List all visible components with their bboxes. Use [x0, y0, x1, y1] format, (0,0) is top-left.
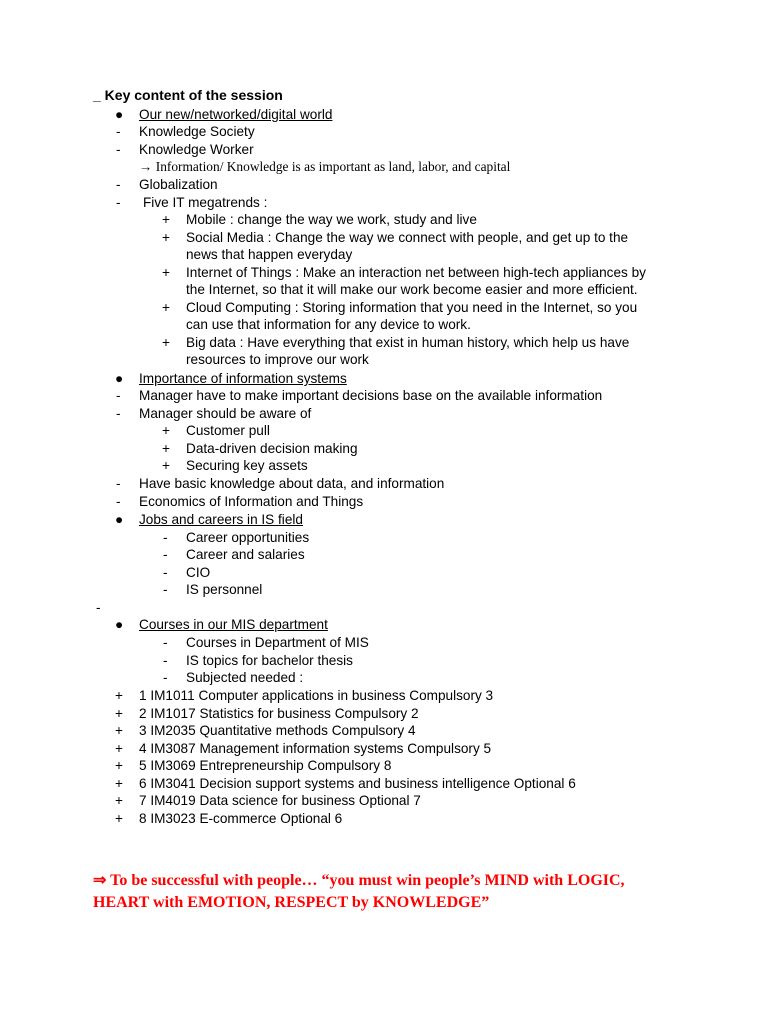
- dash-marker: -: [163, 670, 168, 685]
- dash-marker: -: [116, 388, 121, 403]
- plus-marker: +: [162, 458, 170, 473]
- dash-marker: -: [116, 177, 121, 192]
- course-row: 3 IM2035 Quantitative methods Compulsory 4: [139, 723, 416, 738]
- plus-marker: +: [162, 212, 170, 227]
- career-item: IS personnel: [186, 582, 263, 597]
- plus-marker: +: [115, 758, 123, 773]
- plus-marker: +: [162, 230, 170, 245]
- session-heading: _ Key content of the session: [93, 87, 283, 103]
- dash-marker: -: [116, 124, 121, 139]
- list-item: Manager should be aware of: [139, 406, 312, 421]
- course-row: 8 IM3023 E-commerce Optional 6: [139, 811, 343, 826]
- list-item: Manager have to make important decisions base on the available information: [139, 388, 603, 403]
- section-title-digital-world: Our new/networked/digital world: [139, 107, 333, 122]
- megatrend-item-cont: the Internet, so that it will make our work become easier and more efficient.: [186, 282, 638, 297]
- career-item: CIO: [186, 565, 211, 580]
- course-row: 4 IM3087 Management information systems Compulsory 5: [139, 741, 492, 756]
- plus-marker: +: [162, 423, 170, 438]
- dash-marker: -: [163, 530, 168, 545]
- dash-marker: -: [163, 635, 168, 650]
- megatrend-item: Cloud Computing : Storing information that you need in the Internet, so you: [186, 300, 638, 315]
- bullet-marker: ●: [115, 107, 124, 122]
- megatrend-item-cont: news that happen everyday: [186, 247, 353, 262]
- dash-marker: -: [116, 406, 121, 421]
- megatrend-item: Social Media : Change the way we connect with people, and get up to the: [186, 230, 629, 245]
- section-title-information-systems: Importance of information systems: [139, 371, 347, 386]
- plus-marker: +: [162, 300, 170, 315]
- career-item: Career and salaries: [186, 547, 305, 562]
- dash-marker: -: [116, 195, 121, 210]
- course-row: 1 IM1011 Computer applications in business Compulsory 3: [139, 688, 494, 703]
- megatrend-item: Mobile : change the way we work, study and live: [186, 212, 477, 227]
- dash-marker: -: [116, 142, 121, 157]
- course-info-item: Courses in Department of MIS: [186, 635, 369, 650]
- megatrend-item-cont: resources to improve our work: [186, 352, 369, 367]
- career-item: Career opportunities: [186, 530, 310, 545]
- section-title-jobs-careers: Jobs and careers in IS field: [139, 512, 303, 527]
- course-row: 2 IM1017 Statistics for business Compulsory 2: [139, 706, 419, 721]
- bullet-marker: ●: [115, 371, 124, 386]
- megatrend-item: Internet of Things : Make an interaction net between high-tech appliances by: [186, 265, 646, 280]
- lone-dash: -: [96, 600, 101, 615]
- list-item: Have basic knowledge about data, and information: [139, 476, 445, 491]
- dash-marker: -: [163, 582, 168, 597]
- course-row: 7 IM4019 Data science for business Optional 7: [139, 793, 421, 808]
- course-info-item: Subjected needed :: [186, 670, 304, 685]
- plus-marker: +: [115, 776, 123, 791]
- megatrend-item-cont: can use that information for any device to work.: [186, 317, 471, 332]
- bullet-marker: ●: [115, 617, 124, 632]
- plus-marker: +: [115, 723, 123, 738]
- aware-item: Data-driven decision making: [186, 441, 358, 456]
- course-info-item: IS topics for bachelor thesis: [186, 653, 353, 668]
- bullet-marker: ●: [115, 512, 124, 527]
- list-item: Five IT megatrends :: [143, 195, 268, 210]
- list-item: Knowledge Society: [139, 124, 255, 139]
- plus-marker: +: [162, 265, 170, 280]
- megatrend-item: Big data : Have everything that exist in human history, which help us have: [186, 335, 630, 350]
- plus-marker: +: [115, 741, 123, 756]
- course-row: 6 IM3041 Decision support systems and business intelligence Optional 6: [139, 776, 576, 791]
- dash-marker: -: [116, 476, 121, 491]
- plus-marker: +: [115, 688, 123, 703]
- plus-marker: +: [162, 441, 170, 456]
- plus-marker: +: [115, 793, 123, 808]
- dash-marker: -: [116, 494, 121, 509]
- section-title-mis-courses: Courses in our MIS department: [139, 617, 328, 632]
- plus-marker: +: [115, 706, 123, 721]
- plus-marker: +: [162, 335, 170, 350]
- course-row: 5 IM3069 Entrepreneurship Compulsory 8: [139, 758, 392, 773]
- aware-item: Customer pull: [186, 423, 270, 438]
- plus-marker: +: [115, 811, 123, 826]
- aware-item: Securing key assets: [186, 458, 308, 473]
- dash-marker: -: [163, 547, 168, 562]
- list-item: Economics of Information and Things: [139, 494, 364, 509]
- knowledge-note: → Information/ Knowledge is as important as land, labor, and capital: [139, 159, 511, 174]
- closing-quote-line-2: HEART with EMOTION, RESPECT by KNOWLEDGE”: [93, 894, 490, 911]
- list-item: Knowledge Worker: [139, 142, 254, 157]
- list-item: Globalization: [139, 177, 218, 192]
- dash-marker: -: [163, 653, 168, 668]
- closing-quote-line-1: ⇒ To be successful with people… “you must win people’s MIND with LOGIC,: [93, 872, 625, 889]
- dash-marker: -: [163, 565, 168, 580]
